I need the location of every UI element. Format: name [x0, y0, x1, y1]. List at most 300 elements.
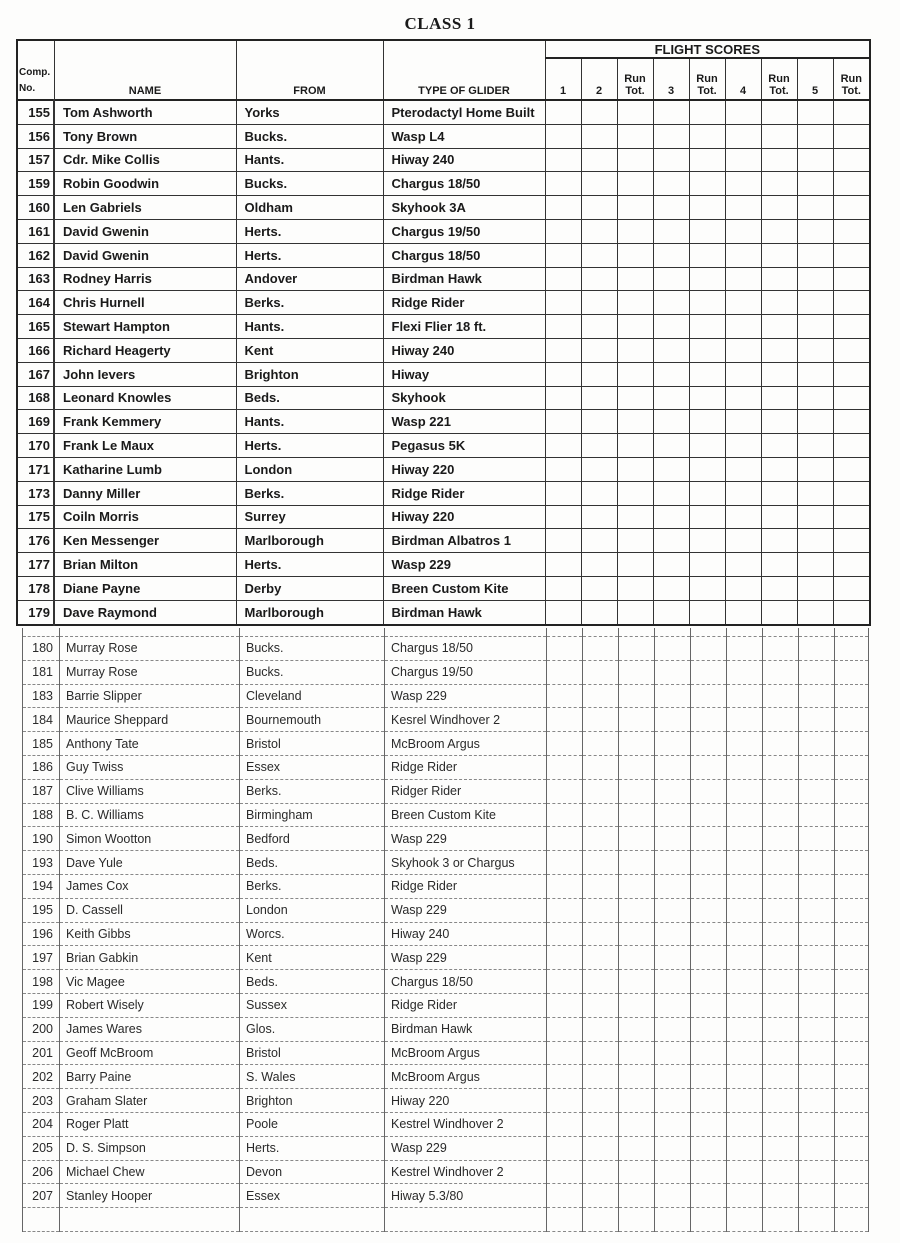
score-cell	[763, 1136, 799, 1160]
score-cell	[619, 1041, 655, 1065]
glider-cell: Wasp 229	[385, 684, 547, 708]
score-cell	[653, 434, 689, 458]
score-cell	[763, 827, 799, 851]
comp-no-cell: 181	[23, 660, 60, 684]
name-cell: Stewart Hampton	[54, 315, 236, 339]
glider-cell: McBroom Argus	[385, 1041, 547, 1065]
score-cell	[545, 243, 581, 267]
name-cell: Cdr. Mike Collis	[54, 148, 236, 172]
score-cell	[545, 553, 581, 577]
score-cell	[545, 434, 581, 458]
score-cell	[835, 827, 869, 851]
comp-no-cell: 156	[17, 124, 54, 148]
score-cell	[725, 291, 761, 315]
score-cell	[797, 362, 833, 386]
entry-table-lower	[22, 628, 869, 1232]
score-cell	[727, 1160, 763, 1184]
table-row	[23, 1041, 869, 1065]
comp-no-cell: 184	[23, 708, 60, 732]
score-cell	[655, 684, 691, 708]
score-cell	[763, 1017, 799, 1041]
comp-no-cell: 163	[17, 267, 54, 291]
table-row	[23, 898, 869, 922]
score-cell	[761, 600, 797, 624]
from-cell: Cleveland	[240, 684, 385, 708]
glider-cell: Hiway 220	[385, 1089, 547, 1113]
score-cell	[833, 100, 870, 124]
name-cell: D. Cassell	[60, 898, 240, 922]
comp-no-cell: 190	[23, 827, 60, 851]
name-cell: Frank Kemmery	[54, 410, 236, 434]
comp-no-cell: 204	[23, 1112, 60, 1136]
glider-cell: Ridge Rider	[385, 993, 547, 1017]
score-cell	[617, 196, 653, 220]
name-header: NAME	[54, 40, 236, 100]
score-cell	[619, 1017, 655, 1041]
from-cell: Oldham	[236, 196, 383, 220]
score-cell	[547, 1136, 583, 1160]
score-cell	[547, 637, 583, 661]
score-cell	[835, 993, 869, 1017]
score-cell	[617, 553, 653, 577]
glider-cell: Hiway	[383, 362, 545, 386]
score-cell	[727, 1112, 763, 1136]
from-cell: Bournemouth	[240, 708, 385, 732]
score-cell	[725, 148, 761, 172]
glider-cell: Birdman Hawk	[385, 1017, 547, 1041]
score-cell	[583, 732, 619, 756]
score-cell	[761, 553, 797, 577]
glider-cell: Kestrel Windhover 2	[385, 1112, 547, 1136]
score-cell	[763, 1089, 799, 1113]
score-cell	[691, 851, 727, 875]
table-row	[23, 827, 869, 851]
score-cell	[763, 1160, 799, 1184]
score-cell	[583, 993, 619, 1017]
score-cell	[727, 1089, 763, 1113]
from-cell: Bucks.	[236, 124, 383, 148]
name-cell: Chris Hurnell	[54, 291, 236, 315]
score-cell	[761, 457, 797, 481]
score-cell	[835, 851, 869, 875]
score-cell	[583, 874, 619, 898]
score-cell	[655, 1065, 691, 1089]
score-cell	[725, 481, 761, 505]
name-cell: Barry Paine	[60, 1065, 240, 1089]
score-cell	[833, 410, 870, 434]
score-cell	[799, 898, 835, 922]
score-cell	[689, 386, 725, 410]
score-cell	[833, 362, 870, 386]
score-cell	[617, 410, 653, 434]
score-cell	[797, 148, 833, 172]
score-cell	[833, 338, 870, 362]
glider-cell: Hiway 240	[383, 148, 545, 172]
score-cell	[655, 779, 691, 803]
glider-cell: Birdman Hawk	[383, 267, 545, 291]
score-cell	[691, 946, 727, 970]
score-cell	[653, 529, 689, 553]
score-cell	[727, 993, 763, 1017]
score-cell	[689, 529, 725, 553]
glider-cell: Hiway 240	[385, 922, 547, 946]
score-cell	[547, 1065, 583, 1089]
score-cell	[835, 1112, 869, 1136]
glider-cell: McBroom Argus	[385, 1065, 547, 1089]
from-cell: Beds.	[240, 970, 385, 994]
score-cell	[619, 970, 655, 994]
score-cell	[763, 874, 799, 898]
score-cell	[727, 637, 763, 661]
name-cell: Katharine Lumb	[54, 457, 236, 481]
score-cell	[691, 1136, 727, 1160]
spacer-row	[23, 628, 869, 637]
table-row	[23, 684, 869, 708]
from-cell: Herts.	[236, 219, 383, 243]
glider-cell: Ridge Rider	[383, 481, 545, 505]
score-cell	[725, 362, 761, 386]
comp-no-cell: 169	[17, 410, 54, 434]
score-cell	[833, 148, 870, 172]
score-cell	[725, 172, 761, 196]
from-cell: Brighton	[240, 1089, 385, 1113]
score-cell	[763, 755, 799, 779]
score-cell	[797, 410, 833, 434]
glider-cell: Kestrel Windhover 2	[385, 1160, 547, 1184]
comp-no-cell: 164	[17, 291, 54, 315]
score-cell	[799, 1065, 835, 1089]
comp-no-cell: 203	[23, 1089, 60, 1113]
score-cell	[799, 1041, 835, 1065]
comp-no-cell: 195	[23, 898, 60, 922]
glider-cell: Skyhook 3A	[383, 196, 545, 220]
glider-cell: McBroom Argus	[385, 732, 547, 756]
score-cell	[833, 291, 870, 315]
score-cell	[617, 386, 653, 410]
score-cell	[583, 970, 619, 994]
score-cell	[689, 196, 725, 220]
glider-cell: Birdman Hawk	[383, 600, 545, 624]
score-cell	[581, 505, 617, 529]
score-cell	[617, 434, 653, 458]
score-col-run-tot: Run Tot.	[617, 58, 653, 100]
comp-no-cell: 179	[17, 600, 54, 624]
score-cell	[653, 172, 689, 196]
score-cell	[797, 315, 833, 339]
score-cell	[583, 827, 619, 851]
score-cell	[763, 1065, 799, 1089]
score-cell	[761, 172, 797, 196]
score-cell	[653, 196, 689, 220]
table-row	[17, 100, 870, 124]
from-cell: Herts.	[236, 553, 383, 577]
score-cell	[725, 338, 761, 362]
score-cell	[835, 1184, 869, 1208]
name-cell: James Wares	[60, 1017, 240, 1041]
score-cell	[763, 922, 799, 946]
score-cell	[655, 637, 691, 661]
score-cell	[583, 755, 619, 779]
score-cell	[547, 1184, 583, 1208]
score-cell	[617, 315, 653, 339]
comp-no-cell: 186	[23, 755, 60, 779]
score-cell	[619, 755, 655, 779]
score-cell	[583, 898, 619, 922]
from-header: FROM	[236, 40, 383, 100]
score-cell	[797, 529, 833, 553]
table-row	[23, 874, 869, 898]
score-cell	[581, 219, 617, 243]
score-cell	[835, 874, 869, 898]
comp-no-cell: 207	[23, 1184, 60, 1208]
score-cell	[797, 172, 833, 196]
name-cell: Graham Slater	[60, 1089, 240, 1113]
table-row	[17, 148, 870, 172]
score-cell	[799, 708, 835, 732]
score-cell	[835, 708, 869, 732]
score-cell	[691, 827, 727, 851]
score-cell	[691, 898, 727, 922]
score-cell	[653, 576, 689, 600]
score-cell	[545, 481, 581, 505]
score-cell	[761, 100, 797, 124]
table-row	[17, 600, 870, 624]
name-cell: Murray Rose	[60, 637, 240, 661]
score-cell	[799, 993, 835, 1017]
score-cell	[689, 434, 725, 458]
score-cell	[581, 553, 617, 577]
score-cell	[689, 172, 725, 196]
table-row	[17, 124, 870, 148]
score-cell	[653, 457, 689, 481]
score-cell	[619, 898, 655, 922]
table-row	[23, 1136, 869, 1160]
score-cell	[583, 1041, 619, 1065]
from-cell: Beds.	[240, 851, 385, 875]
score-cell	[691, 1184, 727, 1208]
score-cell	[619, 946, 655, 970]
score-cell	[547, 755, 583, 779]
score-cell	[727, 946, 763, 970]
score-cell	[691, 1160, 727, 1184]
from-cell: Essex	[240, 755, 385, 779]
score-cell	[619, 851, 655, 875]
score-cell	[653, 267, 689, 291]
score-cell	[725, 600, 761, 624]
from-cell: Berks.	[236, 291, 383, 315]
comp-no-cell: 205	[23, 1136, 60, 1160]
score-cell	[689, 576, 725, 600]
score-cell	[545, 219, 581, 243]
score-cell	[581, 291, 617, 315]
score-cell	[583, 922, 619, 946]
score-cell	[725, 219, 761, 243]
score-cell	[545, 267, 581, 291]
score-cell	[797, 267, 833, 291]
score-cell	[689, 600, 725, 624]
score-cell	[833, 124, 870, 148]
score-cell	[833, 219, 870, 243]
score-cell	[619, 922, 655, 946]
score-cell	[835, 970, 869, 994]
score-cell	[689, 267, 725, 291]
score-cell	[619, 708, 655, 732]
score-cell	[725, 196, 761, 220]
table-row	[23, 1089, 869, 1113]
score-cell	[619, 1136, 655, 1160]
comp-no-cell: 188	[23, 803, 60, 827]
glider-cell: Ridge Rider	[385, 755, 547, 779]
score-cell	[581, 529, 617, 553]
score-cell	[763, 1112, 799, 1136]
score-cell	[799, 946, 835, 970]
score-cell	[797, 576, 833, 600]
score-cell	[691, 732, 727, 756]
score-cell	[653, 600, 689, 624]
score-cell	[835, 946, 869, 970]
glider-cell: Wasp 229	[385, 946, 547, 970]
from-cell: Surrey	[236, 505, 383, 529]
score-cell	[689, 219, 725, 243]
name-cell: Richard Heagerty	[54, 338, 236, 362]
table-row	[17, 362, 870, 386]
score-cell	[833, 243, 870, 267]
score-cell	[727, 1065, 763, 1089]
name-cell: Ken Messenger	[54, 529, 236, 553]
name-cell: Robert Wisely	[60, 993, 240, 1017]
table-row	[23, 851, 869, 875]
score-cell	[545, 600, 581, 624]
name-cell: Keith Gibbs	[60, 922, 240, 946]
score-cell	[581, 386, 617, 410]
score-cell	[545, 505, 581, 529]
score-cell	[761, 243, 797, 267]
score-cell	[583, 1112, 619, 1136]
score-cell	[835, 779, 869, 803]
score-cell	[761, 315, 797, 339]
score-cell	[619, 1184, 655, 1208]
score-cell	[761, 338, 797, 362]
score-cell	[655, 1112, 691, 1136]
score-cell	[727, 732, 763, 756]
score-cell	[797, 243, 833, 267]
score-col-run-tot: Run Tot.	[833, 58, 870, 100]
score-cell	[797, 338, 833, 362]
score-cell	[619, 1160, 655, 1184]
score-cell	[689, 362, 725, 386]
glider-cell: Breen Custom Kite	[383, 576, 545, 600]
from-cell: Beds.	[236, 386, 383, 410]
score-cell	[581, 362, 617, 386]
table-row	[23, 946, 869, 970]
from-cell: Devon	[240, 1160, 385, 1184]
score-cell	[583, 637, 619, 661]
score-cell	[619, 827, 655, 851]
score-cell	[655, 970, 691, 994]
from-cell: Bristol	[240, 732, 385, 756]
from-cell: S. Wales	[240, 1065, 385, 1089]
score-cell	[655, 1089, 691, 1113]
glider-cell: Ridge Rider	[383, 291, 545, 315]
score-cell	[797, 481, 833, 505]
from-cell: Berks.	[240, 874, 385, 898]
glider-cell: Hiway 240	[383, 338, 545, 362]
table-row	[17, 243, 870, 267]
comp-no-cell: 185	[23, 732, 60, 756]
score-cell	[799, 1112, 835, 1136]
table-row	[23, 732, 869, 756]
from-cell: Bristol	[240, 1041, 385, 1065]
name-cell: Coiln Morris	[54, 505, 236, 529]
from-cell: Worcs.	[240, 922, 385, 946]
score-cell	[653, 124, 689, 148]
score-cell	[655, 755, 691, 779]
score-cell	[725, 315, 761, 339]
score-cell	[799, 874, 835, 898]
score-cell	[581, 315, 617, 339]
score-cell	[833, 457, 870, 481]
from-cell: Kent	[240, 946, 385, 970]
from-cell: Bedford	[240, 827, 385, 851]
comp-no-cell: 160	[17, 196, 54, 220]
score-cell	[691, 637, 727, 661]
score-cell	[763, 803, 799, 827]
score-cell	[545, 100, 581, 124]
score-cell	[835, 922, 869, 946]
score-cell	[653, 505, 689, 529]
score-cell	[799, 851, 835, 875]
score-cell	[689, 553, 725, 577]
glider-cell: Hiway 220	[383, 457, 545, 481]
blank-row	[23, 1208, 869, 1232]
score-cell	[653, 481, 689, 505]
score-cell	[689, 457, 725, 481]
name-cell: David Gwenin	[54, 243, 236, 267]
table-row	[17, 553, 870, 577]
score-cell	[581, 338, 617, 362]
comp-no-cell: 199	[23, 993, 60, 1017]
score-cell	[655, 660, 691, 684]
name-cell: Roger Platt	[60, 1112, 240, 1136]
score-cell	[547, 851, 583, 875]
score-cell	[727, 1184, 763, 1208]
from-cell: Berks.	[240, 779, 385, 803]
score-cell	[799, 1089, 835, 1113]
score-cell	[545, 410, 581, 434]
score-cell	[725, 100, 761, 124]
score-cell	[581, 124, 617, 148]
score-cell	[797, 291, 833, 315]
table-row	[17, 529, 870, 553]
glider-cell: Wasp L4	[383, 124, 545, 148]
score-cell	[761, 219, 797, 243]
score-cell	[617, 172, 653, 196]
score-cell	[761, 505, 797, 529]
score-cell	[727, 898, 763, 922]
from-cell: Andover	[236, 267, 383, 291]
name-cell: Dave Raymond	[54, 600, 236, 624]
score-cell	[833, 600, 870, 624]
score-cell	[547, 827, 583, 851]
score-cell	[763, 1041, 799, 1065]
glider-cell: Skyhook 3 or Chargus	[385, 851, 547, 875]
score-cell	[727, 779, 763, 803]
from-cell: Derby	[236, 576, 383, 600]
score-cell	[835, 1065, 869, 1089]
table-row	[17, 410, 870, 434]
score-cell	[545, 529, 581, 553]
score-cell	[763, 637, 799, 661]
